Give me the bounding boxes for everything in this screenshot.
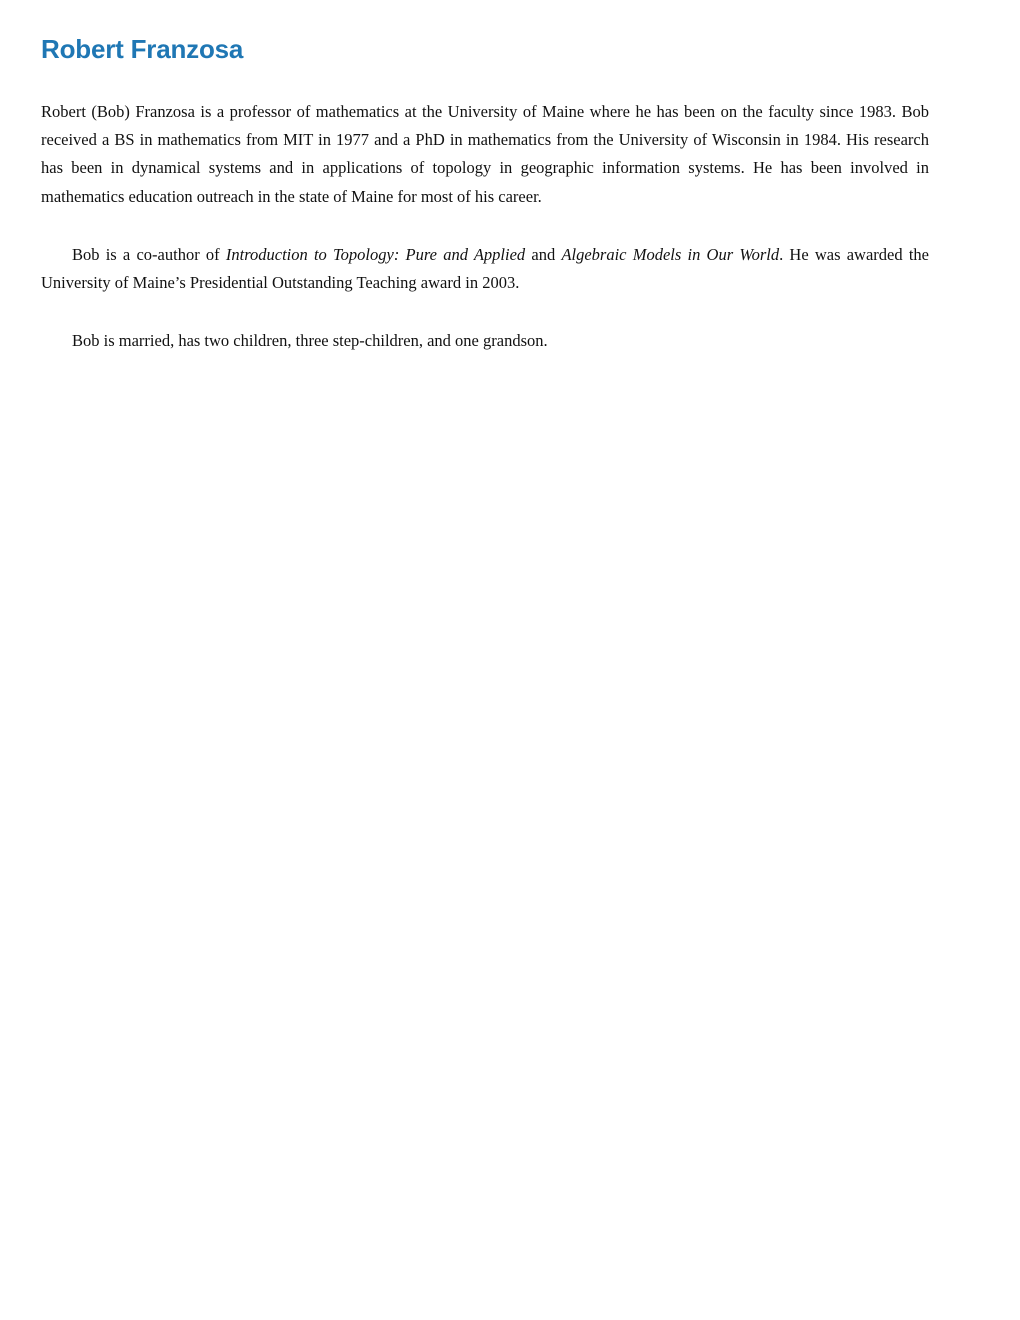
bio-paragraph-2 [41, 241, 929, 297]
book-title-topology: Introduction to Topology: Pure and Applied [225, 244, 526, 264]
bio-page [41, 30, 929, 385]
bio-paragraph-1: Robert (Bob) Franzosa is a professor of mathematics at the University of Maine where he has been on the faculty since 1983. Bob received a BS in mathematics from MIT in 1977 and a PhD in mathematics from the University of Wisconsin in 1984. His research has been in dynamical systems and in applications of topology in geographic information systems. He has been involved in mathematics education outreach in the state of Maine for most of his career. [41, 102, 929, 206]
paragraph-2-tail: . He was awarded the University of Maine’s Presidential Outstanding Teaching award in 2003. [41, 244, 929, 293]
paragraph-2-lead: Bob is a co-author of [72, 244, 226, 264]
paragraph-2-between: and [525, 244, 562, 264]
bio-paragraph-3: Bob is married, has two children, three step-children, and one grandson. [72, 331, 548, 351]
page-title: Robert Franzosa [41, 34, 244, 64]
book-title-algebraic-models: Algebraic Models in Our World [561, 244, 780, 264]
